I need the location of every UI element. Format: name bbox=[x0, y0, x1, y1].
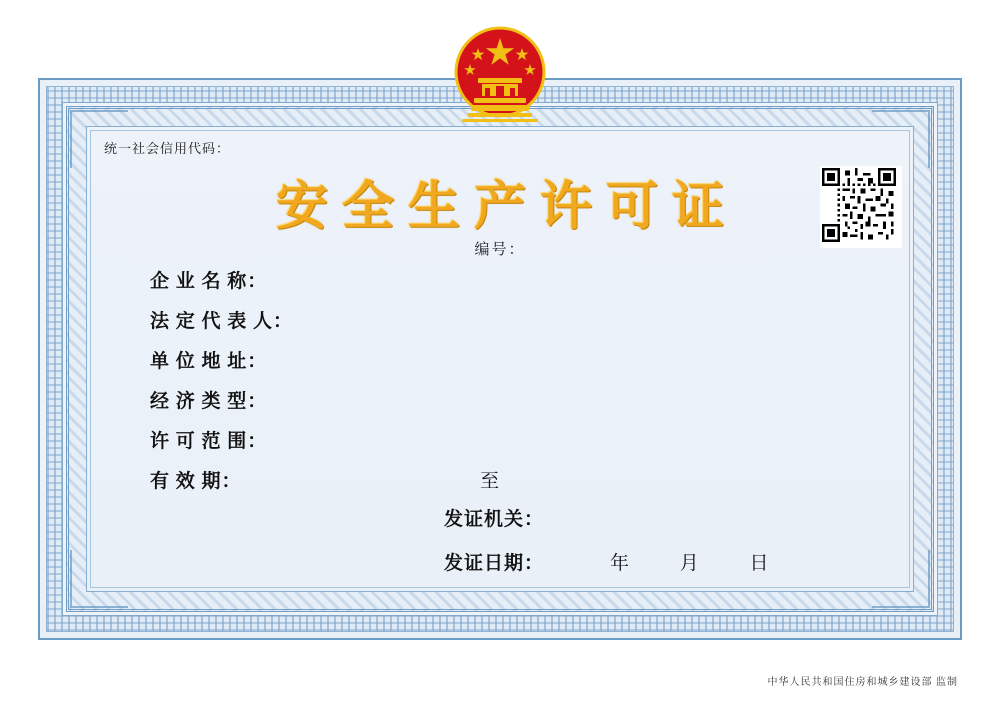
issue-date-units bbox=[610, 548, 769, 575]
footer-note: 中华人民共和国住房和城乡建设部 监制 bbox=[767, 677, 958, 688]
page-title: 安全生产许可证 bbox=[275, 179, 738, 236]
issue-date-row bbox=[444, 548, 864, 592]
issuer-authority-label: 发证机关： bbox=[444, 509, 545, 530]
national-emblem-icon bbox=[438, 16, 562, 140]
serial-label: 编号： bbox=[474, 241, 526, 258]
issue-date-label: 发证日期： bbox=[444, 553, 545, 574]
field-value-permit-scope[interactable] bbox=[330, 427, 850, 447]
field-value-company-name[interactable] bbox=[330, 267, 850, 287]
usc-label: 统一社会信用代码： bbox=[104, 141, 231, 156]
field-row-validity-period bbox=[150, 466, 850, 506]
field-row-address bbox=[150, 346, 850, 386]
date-unit-year: 年 bbox=[610, 553, 630, 574]
field-row-legal-representative bbox=[150, 306, 850, 346]
validity-separator: 至 bbox=[480, 471, 500, 492]
serial-number bbox=[84, 238, 916, 259]
field-label-address: 单 位 地 址： bbox=[150, 351, 268, 372]
date-unit-day: 日 bbox=[749, 553, 769, 574]
field-label-economic-type: 经 济 类 型： bbox=[150, 391, 268, 412]
field-label-permit-scope: 许 可 范 围： bbox=[150, 431, 268, 452]
issuer-block bbox=[444, 504, 864, 592]
field-label-company-name: 企 业 名 称： bbox=[150, 271, 268, 292]
field-value-validity-period[interactable] bbox=[330, 466, 850, 493]
field-row-company-name bbox=[150, 266, 850, 306]
field-value-address[interactable] bbox=[330, 347, 850, 367]
field-row-economic-type bbox=[150, 386, 850, 426]
certificate-fields bbox=[150, 266, 850, 506]
issuer-authority-row bbox=[444, 504, 864, 548]
unified-social-credit-code bbox=[104, 138, 230, 157]
field-row-permit-scope bbox=[150, 426, 850, 466]
qr-code-icon bbox=[820, 166, 902, 248]
date-unit-month: 月 bbox=[679, 553, 699, 574]
field-label-validity-period: 有 效 期： bbox=[150, 471, 242, 492]
field-value-legal-representative[interactable] bbox=[330, 307, 850, 327]
certificate-content bbox=[84, 126, 916, 626]
field-label-legal-representative: 法 定 代 表 人： bbox=[150, 311, 294, 332]
field-value-economic-type[interactable] bbox=[330, 387, 850, 407]
